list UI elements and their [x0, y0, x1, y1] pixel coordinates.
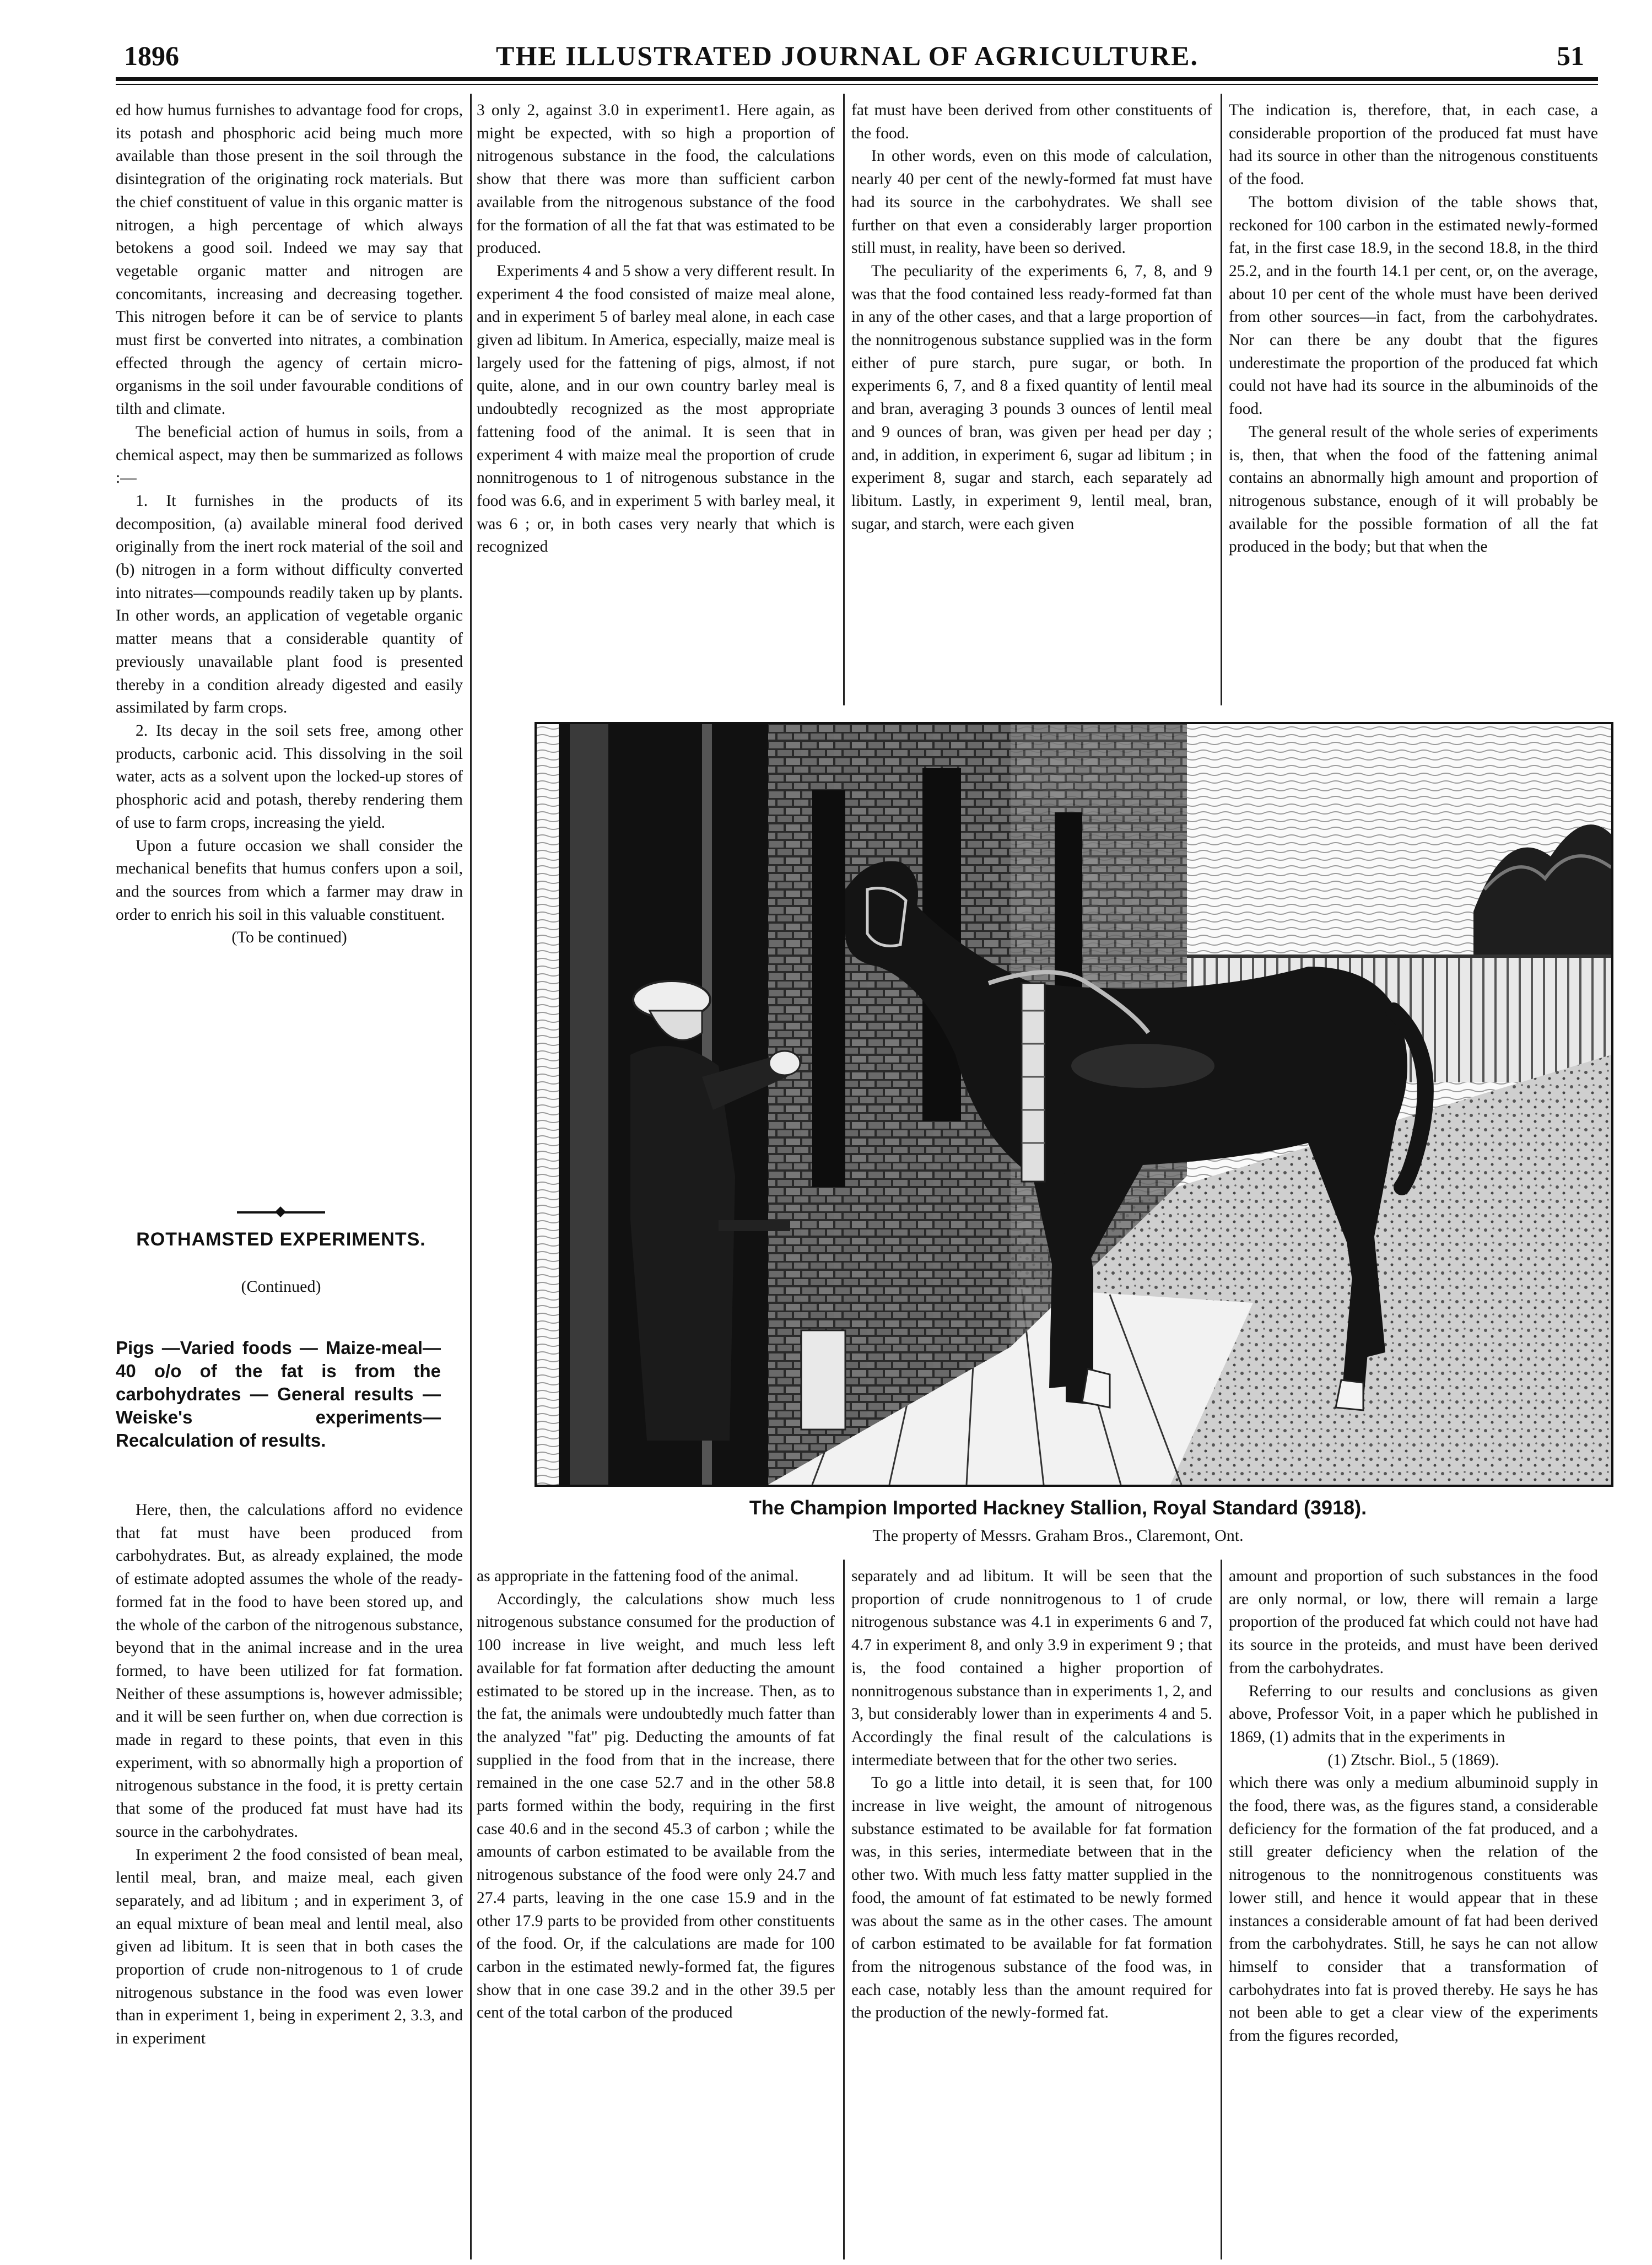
- paragraph: Accordingly, the calculations show much less nitrogenous substance consumed for the production of 100 increase in live weight, and much less left available for fat formation after deducting the amount estimated to be stored up in the increase. Then, as to the fat, the animals were undoubtedly much fatter than the analyzed "fat" pig. Deducting the amounts of fat supplied in the food from that in the increase, there remained in the one case 52.7 and in the other 58.8 parts formed within the body, requiring in the first case 40.6 and in the second 45.3 of carbon ; while the amounts of carbon estimated to be available from the nitrogenous substance of the food were only 24.7 and 27.4 parts, leaving in the one case 15.9 and in the other 17.9 parts to be provided from other constituents of the food. Or, if the calculations are made for 100 carbon in the estimated newly-formed fat, the figures show that in one case 39.2 and in the other 39.5 per cent of the total carbon of the produced: [477, 1590, 835, 2022]
- paragraph: The bottom division of the table shows that, reckoned for 100 carbon in the estimated newly-formed fat, in the first case 18.9, in the second 18.8, in the third 25.2, and in the fourth 14.1 per cent, or, on the average, about 10 per cent of the whole must have been derived from other sources—in fact, from the carbohydrates. Nor can there be any doubt that the figures underestimate the proportion of the produced fat which could not have had its source in the albuminoids of the food.: [1229, 193, 1598, 418]
- section-subtitle: (Continued): [241, 1277, 321, 1296]
- column-rule: [1221, 94, 1222, 705]
- column-rule: [1221, 1560, 1222, 2259]
- column-1-bottom: [116, 1499, 463, 2051]
- paragraph: Experiments 4 and 5 show a very different result. In experiment 4 the food consisted of maize meal alone, and in experiment 5 of barley meal alone, in each case given ad libitum. In America, especially, maize meal is largely used for the fattening of pigs, almost, if not quite, alone, and in our own country barley meal is undoubtedly recognized as the most appropriate fattening food of the animal. It is seen that in experiment 4 with maize meal the proportion of crude nonnitrogenous to 1 of nitrogenous substance in the food was 6.6, and in experiment 5 with barley meal, it was 6 ; or, in both cases very nearly that which is recognized: [477, 262, 835, 556]
- column-2-bottom: [477, 1565, 835, 2025]
- paragraph: which there was only a medium albuminoid supply in the food, there was, as the figures stand, a considerable deficiency for the formation of the fat produced, and a still greater deficiency when the relation of the nitrogenous to the nonnitrogenous constituents was lower still, and hence it would appear that in these instances a considerable amount of fat had been derived from the carbohydrates. Still, he says he can not allow himself to consider that a transformation of carbohydrates into fat is proved thereby. He says he has not been able to get a clear view of the experiments from the figures recorded,: [1229, 1774, 1598, 2045]
- continued-note: (To be continued): [231, 929, 347, 947]
- section-ornament: [237, 1211, 325, 1214]
- column-2-top: [477, 99, 835, 559]
- paragraph: In other words, even on this mode of calculation, nearly 40 per cent of the newly-formed fat must have had its source in the carbohydrates. We shall see further on that even a considerably larger proportion still must, in reality, have been so derived.: [851, 147, 1212, 257]
- column-rule: [470, 94, 472, 2259]
- paragraph: ed how humus furnishes to advantage food for crops, its potash and phosphoric acid being much more available than those present in the soil through the disintegration of the originating rock materials. But the chief constituent of value in this organic matter is nitrogen, a high percentage of which always betokens a good soil. Indeed we may say that vegetable organic matter and nitrogen are concomitants, increasing and decreasing together. This nitrogen before it can be of service to plants must first be converted into nitrates, a combination effected through the agency of certain micro-organisms in the soil under favourable conditions of tilth and climate.: [116, 101, 463, 418]
- paragraph: In experiment 2 the food consisted of bean meal, lentil meal, bran, and maize meal, each given separately, and ad libitum ; and in experiment 3, of an equal mixture of bean meal and lentil meal, also given ad libitum. It is seen that in both cases the proportion of crude non-nitrogenous to 1 of crude nitrogenous substance in the food was even lower than in experiment 1, being in experiment 2, 3.3, and in experiment: [116, 1846, 463, 2048]
- paragraph: separately and ad libitum. It will be seen that the proportion of crude nonnitrogenous to 1 of crude nitrogenous substance was 4.1 in experiments 6 and 7, 4.7 in experiment 8, and only 3.9 in experiment 9 ; that is, the food contained a higher proportion of nonnitrogenous substance than in experiments 1, 2, and 3, but considerably lower than in experiments 4 and 5. Accordingly the final result of the calculations is intermediate between that for the other two series.: [851, 1567, 1212, 1769]
- column-4-bottom: [1229, 1565, 1598, 2048]
- section-headings: Pigs —Varied foods — Maize-meal— 40 o/o of the fat is from the carbohydrates — General results — Weiske's experiments—Recalculation of results.: [116, 1338, 441, 1450]
- column-4-top: [1229, 99, 1598, 559]
- page-header: [116, 40, 1598, 78]
- figure-caption: The Champion Imported Hackney Stallion, Royal Standard (3918).: [749, 1496, 1367, 1519]
- paragraph: The indication is, therefore, that, in each case, a considerable proportion of the produced fat must have had its source in other than the nitrogenous constituents of the food.: [1229, 101, 1598, 188]
- header-year: 1896: [124, 40, 179, 71]
- column-3-bottom: [851, 1565, 1212, 2025]
- paragraph: To go a little into detail, it is seen that, for 100 increase in live weight, the amount of nitrogenous substance estimated to be available for fat formation was, in this series, intermediate between that in the other two. With much less fatty matter supplied in the food, the amount of fat estimated to be newly formed was about the same as in the other cases. The amount of carbon estimated to be available for fat formation from the nitrogenous substance of the food was, in each case, notably less than the amount required for the production of the newly-formed fat.: [851, 1774, 1212, 2022]
- column-rule: [843, 1560, 845, 2259]
- header-rule-thin: [116, 84, 1598, 85]
- paragraph: 2. Its decay in the soil sets free, among other products, carbonic acid. This dissolving in the soil water, acts as a solvent upon the locked-up stores of phosphoric acid and potash, thereby rendering them of use to farm crops, increasing the yield.: [116, 721, 463, 832]
- paragraph: 3 only 2, against 3.0 in experiment1. Here again, as might be expected, with so high a proportion of nitrogenous substance in the food, the calculations show that there was more than sufficient carbon available from the nitrogenous substance of the food for the formation of all the fat that was estimated to be produced.: [477, 101, 835, 257]
- paragraph: Upon a future occasion we shall consider the mechanical benefits that humus confers upon a soil, and the sources from which a farmer may draw in order to enrich his soil in this valuable constituent.: [116, 837, 463, 924]
- page-number: 51: [1557, 40, 1584, 71]
- paragraph: 1. It furnishes in the products of its decomposition, (a) available mineral food derived originally from the inert rock material of the soil and (b) nitrogen in a form without difficulty converted into nitrates—compounds readily taken up by plants. In other words, an application of vegetable organic matter means that a considerable quantity of previously unavailable plant food is presented thereby in a condition already digested and easily assimilated by farm crops.: [116, 492, 463, 717]
- column-rule: [843, 94, 845, 705]
- paragraph: fat must have been derived from other constituents of the food.: [851, 101, 1212, 142]
- figure-subcaption: The property of Messrs. Graham Bros., Claremont, Ont.: [872, 1527, 1244, 1545]
- journal-title: THE ILLUSTRATED JOURNAL OF AGRICULTURE.: [496, 40, 1199, 71]
- column-1-top: [116, 99, 463, 950]
- header-rule-thick: [116, 77, 1598, 81]
- hackney-stallion-illustration: [535, 722, 1613, 1487]
- paragraph: Referring to our results and conclusions as given above, Professor Voit, in a paper which he published in 1869, (1) admits that in the experiments in: [1229, 1682, 1598, 1746]
- paragraph: The peculiarity of the experiments 6, 7, 8, and 9 was that the food contained less ready-formed fat than in any of the other cases, and that a large proportion of the nonnitrogenous substance supplied was in the form either of pure starch, pure sugar, or both. In experiments 6, 7, and 8 a fixed quantity of lentil meal and bran, averaging 3 pounds 3 ounces of lentil meal and 9 ounces of bran, was given per head per day ; and, in addition, in experiment 6, sugar ad libitum ; in experiment 8, sugar and starch, each separately ad libitum. Lastly, in experiment 9, lentil meal, bran, sugar, and starch, were each given: [851, 262, 1212, 533]
- paragraph: The general result of the whole series of experiments is, then, that when the food of the fattening animal contains an abnormally high amount and proportion of nitrogenous substance, enough of it will probably be available for the possible formation of all the fat produced in the body; but that when the: [1229, 423, 1598, 556]
- paragraph: amount and proportion of such substances in the food are only normal, or low, there will remain a large proportion of the produced fat which could not have had its source in the proteids, and must have been derived from the carbohydrates.: [1229, 1567, 1598, 1677]
- paragraph: Here, then, the calculations afford no evidence that fat must have been produced from carbohydrates. But, as already explained, the mode of estimate adopted assumes the whole of the ready-formed fat in the food to have been stored up, and the whole of the carbon of the nitrogenous substance, beyond that in the animal increase and in the urea formed, to have been utilized for fat formation. Neither of these assumptions is, however admissible; and it will be seen further on, when due correction is made in regard to these points, that even in this experiment, with so abnormally high a proportion of nitrogenous substance in the food, it is pretty certain that some of the produced fat must have had its source in the carbohydrates.: [116, 1501, 463, 1841]
- column-3-top: [851, 99, 1212, 536]
- footnote: (1) Ztschr. Biol., 5 (1869).: [1327, 1751, 1499, 1769]
- section-title: ROTHAMSTED EXPERIMENTS.: [136, 1229, 426, 1250]
- paragraph: The beneficial action of humus in soils, from a chemical aspect, may then be summarized as follows :—: [116, 423, 463, 487]
- paragraph: as appropriate in the fattening food of the animal.: [477, 1567, 799, 1585]
